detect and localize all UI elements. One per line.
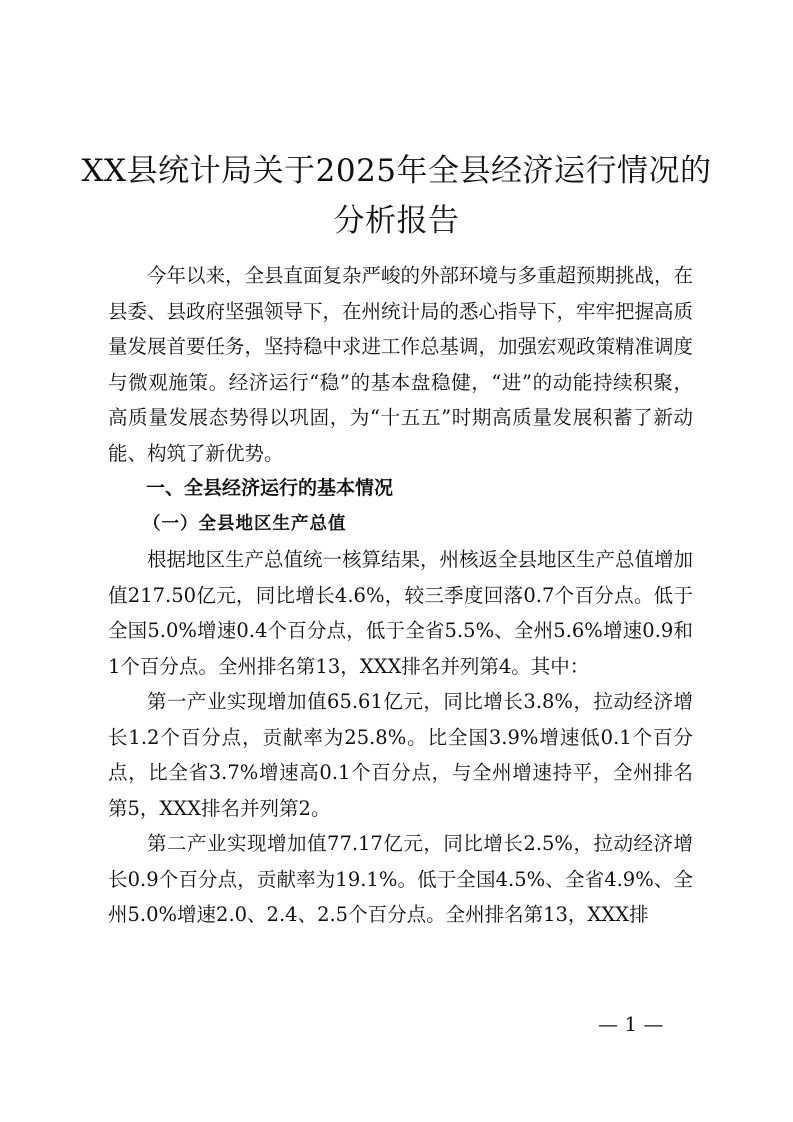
page-number: — 1 —: [598, 1012, 664, 1036]
intro-paragraph: 今年以来，全县直面复杂严峻的外部环境与多重超预期挑战，在县委、县政府坚强领导下，在州统计局的悉心指导下，牢牢把握高质量发展首要任务，坚持稳中求进工作总基调，加强宏观政策精准调度与微观施策。经济运行“稳”的基本盘稳健，“进”的动能持续积聚，高质量发展态势得以巩固，为“十五五”时期高质量发展积蓄了新动能、构筑了新优势。: [108, 264, 694, 465]
primary-industry-paragraph: 第一产业实现增加值65.61亿元，同比增长3.8%，拉动经济增长1.2个百分点，贡献率为25.8%。比全国3.9%增速低0.1个百分点，比全省3.7%增速高0.1个百分点，与全州增速持平，全州排名第5，XXX排名并列第2。: [108, 690, 693, 820]
document-title: [60, 146, 733, 246]
section-heading: 一、全县经济运行的基本情况: [146, 477, 394, 499]
title-line-1: XX县统计局关于2025年全县经济运行情况的: [81, 153, 712, 189]
document-body: [108, 258, 693, 933]
gdp-paragraph: 根据地区生产总值统一核算结果，州核返全县地区生产总值增加值217.50亿元，同比增长4.6%，较三季度回落0.7个百分点。低于全国5.0%增速0.4个百分点，低于全省5.5%、全州5.6%增速0.9和1个百分点。全州排名第13，XXX排名并列第4。其中：: [108, 548, 694, 678]
secondary-industry-paragraph: 第二产业实现增加值77.17亿元，同比增长2.5%，拉动经济增长0.9个百分点，贡献率为19.1%。低于全国4.5%、全省4.9%、全州5.0%增速2.0、2.4、2.5个百分点。全州排名第13，XXX排: [108, 832, 693, 926]
title-line-2: 分析报告: [333, 203, 460, 239]
subsection-heading: （一）全县地区生产总值: [143, 513, 347, 534]
